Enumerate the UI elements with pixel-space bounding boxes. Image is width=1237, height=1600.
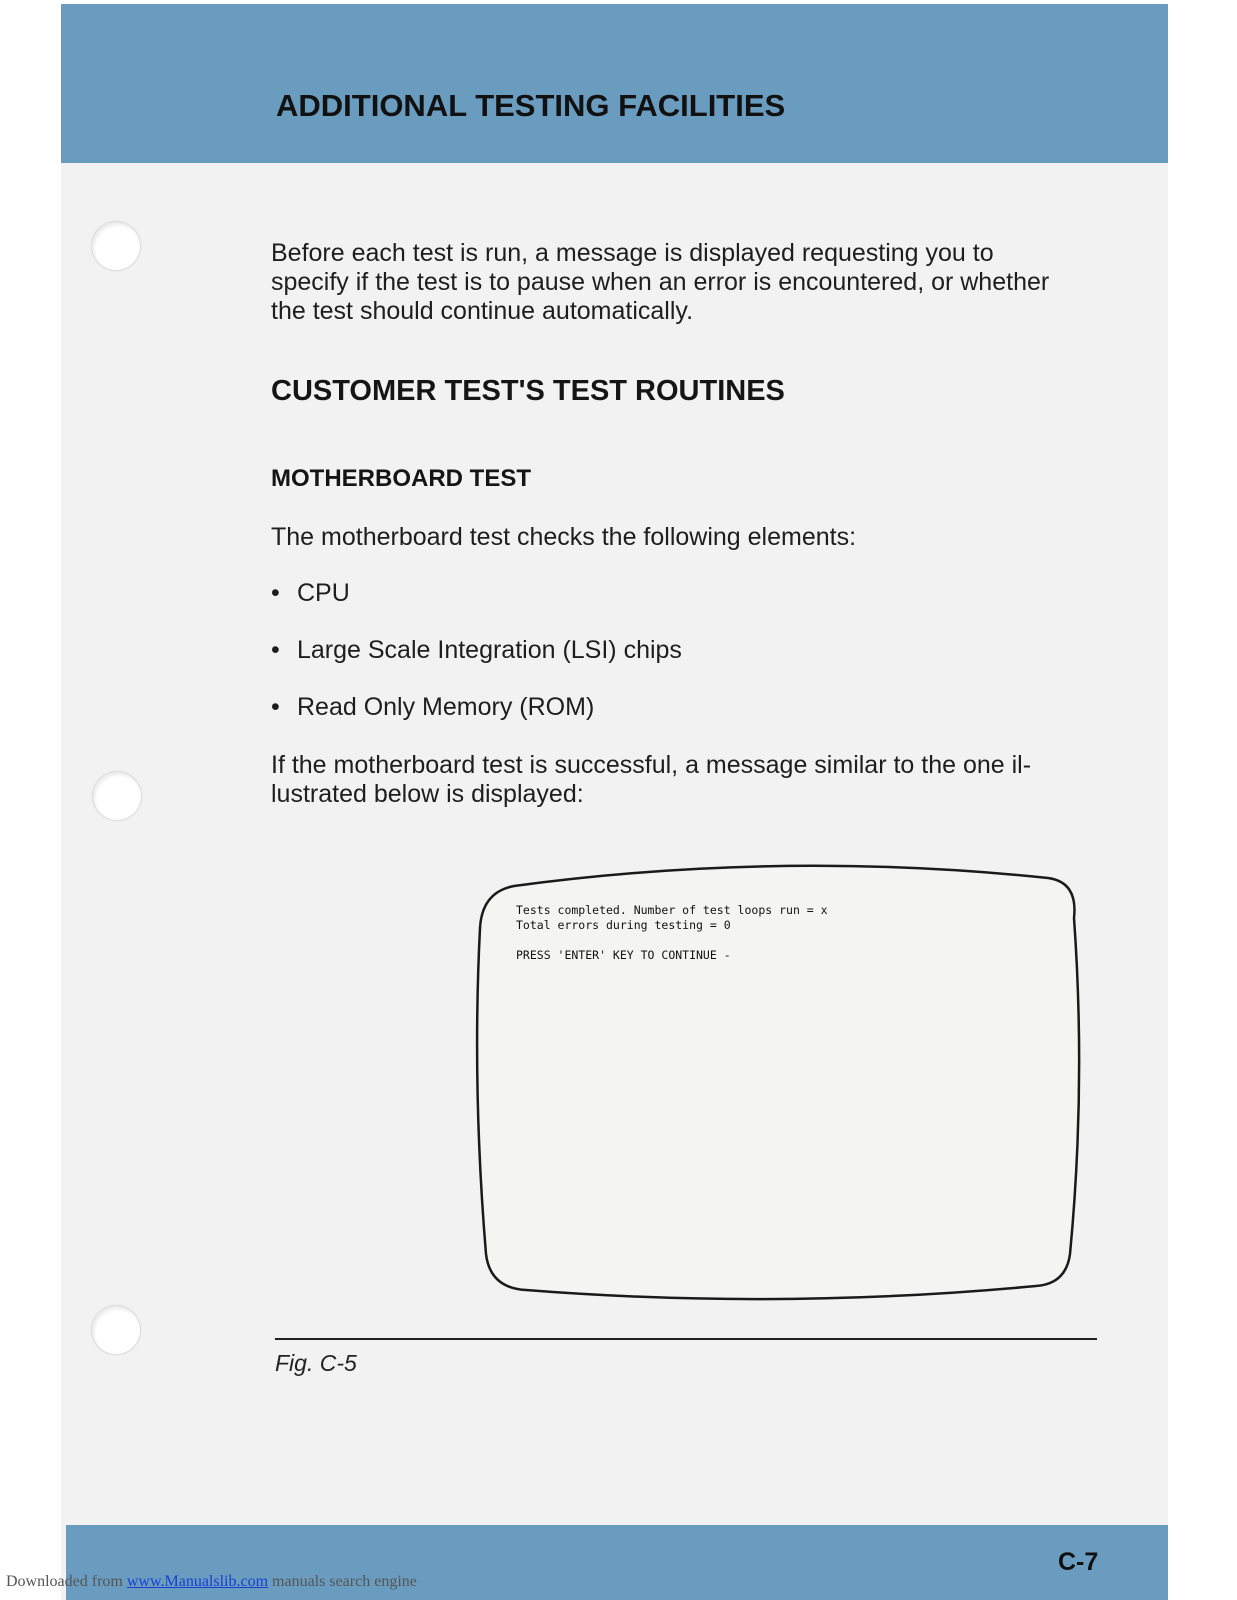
intro-line: Before each test is run, a message is displayed requesting you to	[271, 239, 994, 267]
result-paragraph	[271, 751, 1091, 809]
intro-line: specify if the test is to pause when an error is encountered, or whether	[271, 268, 1050, 296]
screen-line: PRESS 'ENTER' KEY TO CONTINUE -	[516, 948, 731, 962]
list-item-text: Large Scale Integration (LSI) chips	[297, 636, 682, 664]
screen-line: Total errors during testing = 0	[516, 918, 731, 932]
screen-line	[516, 933, 828, 948]
download-prefix: Downloaded from	[6, 1573, 127, 1590]
screen-line: Tests completed. Number of test loops run = x	[516, 903, 828, 917]
chapter-title: ADDITIONAL TESTING FACILITIES	[276, 88, 786, 123]
bullet-icon: •	[271, 579, 280, 607]
binder-hole-middle	[93, 772, 141, 820]
list-item	[271, 578, 682, 635]
binder-hole-bottom	[92, 1306, 140, 1354]
intro-paragraph	[271, 239, 1091, 326]
subsection-heading: MOTHERBOARD TEST	[271, 465, 531, 492]
figure-rule	[275, 1338, 1097, 1340]
list-item	[271, 692, 682, 749]
result-line: If the motherboard test is successful, a message similar to the one il-	[271, 751, 1032, 779]
manualslib-link[interactable]: www.Manualslib.com	[126, 1573, 269, 1590]
lead-paragraph: The motherboard test checks the following elements:	[271, 523, 857, 551]
bullet-icon: •	[271, 693, 280, 721]
bullet-icon: •	[271, 636, 280, 664]
download-suffix: manuals search engine	[268, 1573, 417, 1590]
download-notice	[6, 1573, 417, 1591]
list-item-text: Read Only Memory (ROM)	[297, 693, 595, 721]
header-band	[61, 4, 1168, 163]
section-heading: CUSTOMER TEST'S TEST ROUTINES	[271, 375, 785, 407]
intro-line: the test should continue automatically.	[271, 297, 694, 325]
element-list	[271, 578, 682, 749]
list-item-text: CPU	[297, 579, 350, 607]
binder-hole-top	[92, 222, 140, 270]
figure-caption: Fig. C-5	[275, 1350, 357, 1376]
screen-message	[516, 903, 828, 963]
page-number: C-7	[1058, 1548, 1099, 1576]
result-line: lustrated below is displayed:	[271, 780, 584, 808]
list-item	[271, 635, 682, 692]
